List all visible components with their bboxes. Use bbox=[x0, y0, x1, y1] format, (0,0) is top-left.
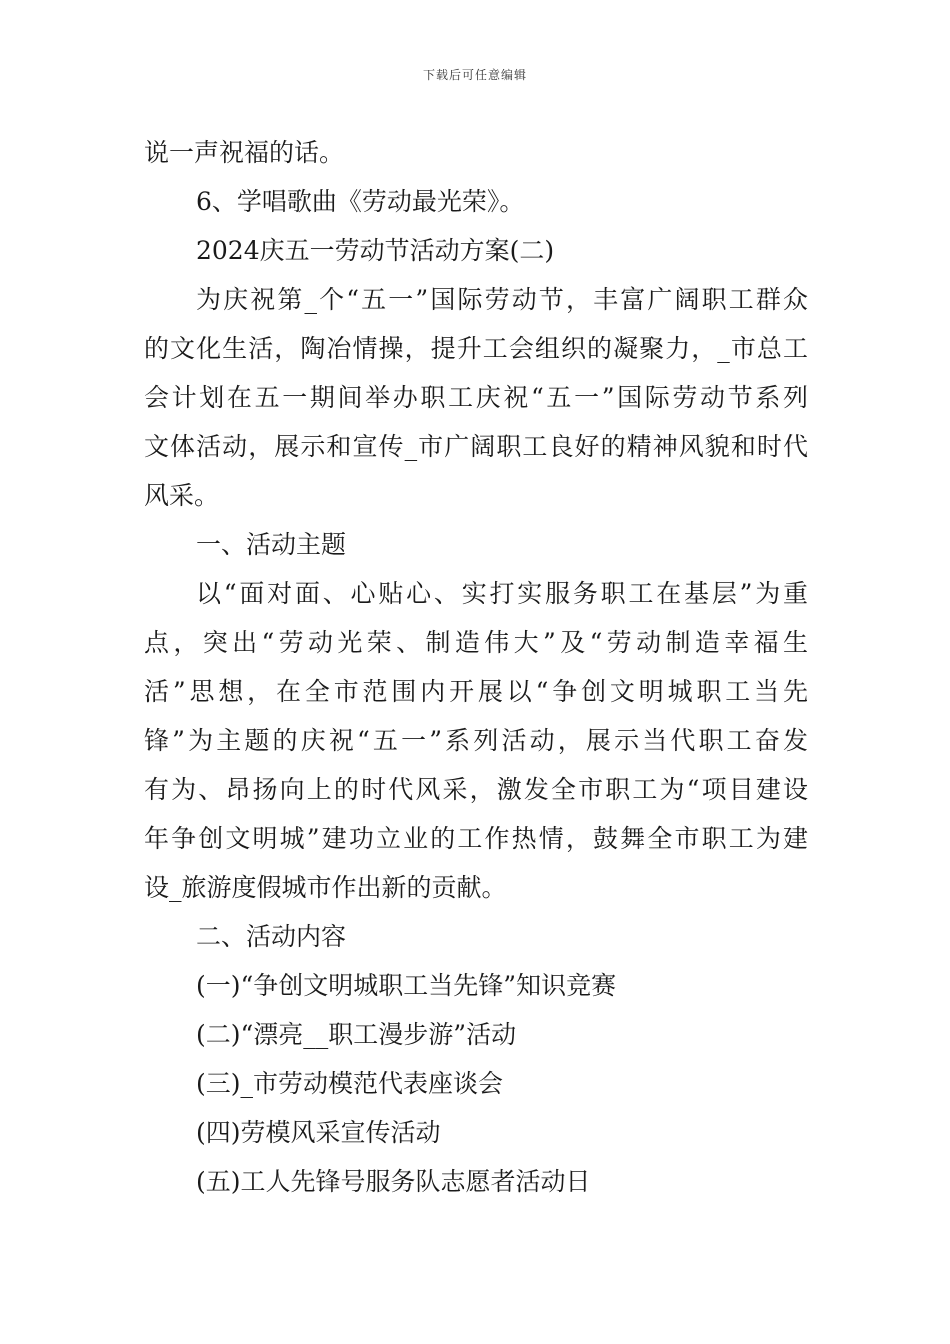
text-line: 锋”为主题的庆祝“五一”系列活动，展示当代职工奋发 bbox=[144, 726, 808, 755]
text-line: 说一声祝福的话。 bbox=[144, 138, 345, 167]
text-line: 会计划在五一期间举办职工庆祝“五一”国际劳动节系列 bbox=[144, 383, 808, 412]
text-line: (二)“漂亮__职工漫步游”活动 bbox=[196, 1020, 517, 1049]
text-line: 一、活动主题 bbox=[196, 530, 347, 559]
text-line: (四)劳模风采宣传活动 bbox=[196, 1118, 441, 1147]
text-line: 文体活动，展示和宣传_市广阔职工良好的精神风貌和时代 bbox=[144, 432, 808, 461]
text-line: 为庆祝第_个“五一”国际劳动节，丰富广阔职工群众 bbox=[196, 285, 808, 314]
text-line: (五)工人先锋号服务队志愿者活动日 bbox=[196, 1167, 591, 1196]
text-line: 6、学唱歌曲《劳动最光荣》。 bbox=[196, 187, 525, 216]
text-line: (一)“争创文明城职工当先锋”知识竞赛 bbox=[196, 971, 617, 1000]
text-line: (三)_市劳动模范代表座谈会 bbox=[196, 1069, 504, 1098]
text-line: 有为、昂扬向上的时代风采，激发全市职工为“项目建设 bbox=[144, 775, 808, 804]
text-line: 点，突出“劳动光荣、制造伟大”及“劳动制造幸福生 bbox=[144, 628, 808, 657]
text-line: 风采。 bbox=[144, 481, 220, 510]
text-line: 活”思想，在全市范围内开展以“争创文明城职工当先 bbox=[144, 677, 808, 706]
text-line: 二、活动内容 bbox=[196, 922, 347, 951]
text-line: 2024庆五一劳动节活动方案(二) bbox=[196, 236, 555, 265]
page-header: 下载后可任意编辑 bbox=[422, 68, 527, 82]
text-line: 以“面对面、心贴心、实打实服务职工在基层”为重 bbox=[196, 579, 808, 608]
text-line: 的文化生活，陶冶情操，提升工会组织的凝聚力，_市总工 bbox=[144, 334, 808, 363]
document-body bbox=[144, 128, 808, 1206]
text-line: 设_旅游度假城市作出新的贡献。 bbox=[144, 873, 507, 902]
text-line: 年争创文明城”建功立业的工作热情，鼓舞全市职工为建 bbox=[144, 824, 808, 853]
